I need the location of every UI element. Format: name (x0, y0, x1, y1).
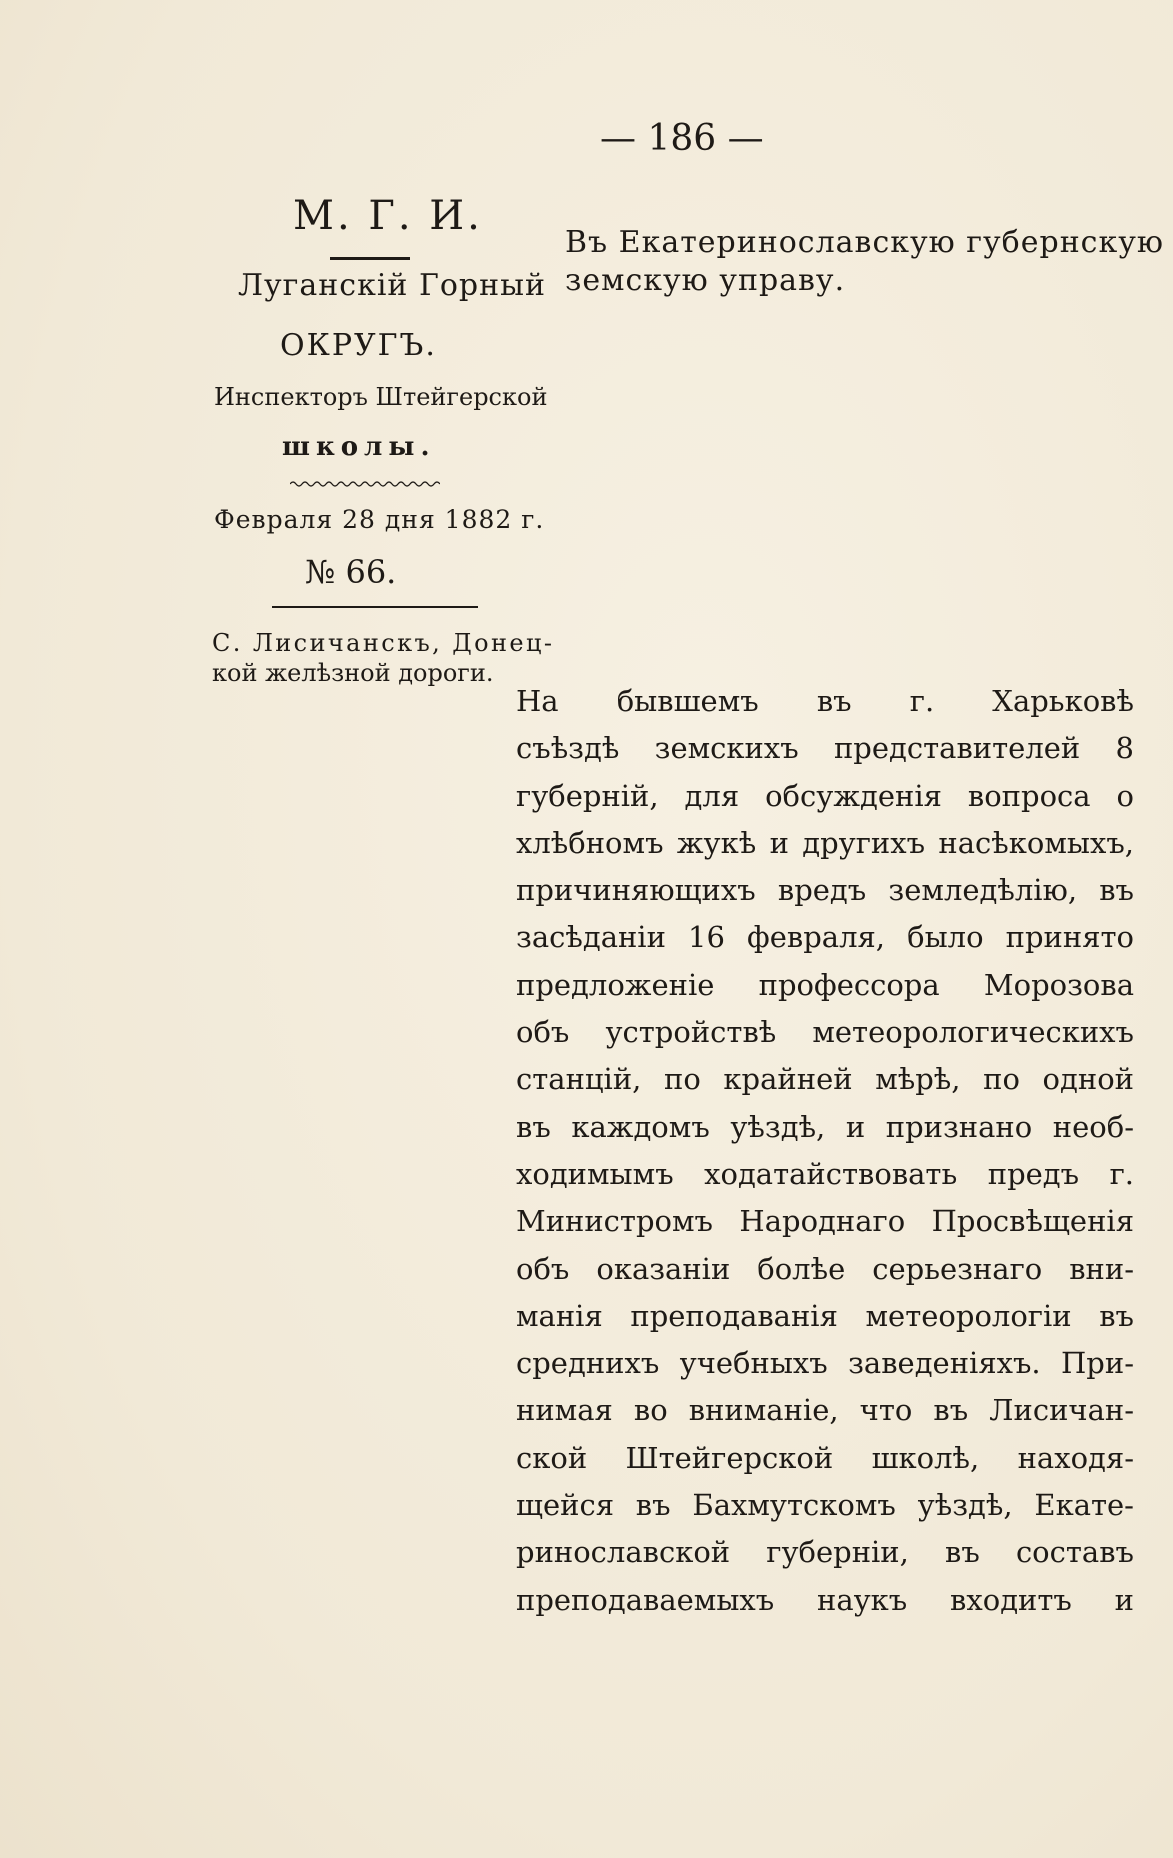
body-line: предложеніе профессора Морозова (516, 967, 1134, 1002)
body-paragraph (516, 678, 1134, 1624)
body-line: среднихъ учебныхъ заведеніяхъ. При- (516, 1346, 1134, 1381)
district-word: ОКРУГЪ. (280, 328, 437, 363)
page-number: — 186 — (600, 118, 764, 159)
body-line: преподаваемыхъ наукъ входитъ и (516, 1582, 1134, 1617)
body-line: нимая во вниманіе, что въ Лисичан- (516, 1393, 1134, 1428)
body-line: станцій, по крайней мѣрѣ, по одной (516, 1062, 1134, 1097)
addressee-line: земскую управу. (565, 263, 846, 298)
body-line: На бывшемъ въ г. Харьковѣ (516, 684, 1134, 718)
body-line: засѣданіи 16 февраля, было принято (516, 920, 1134, 955)
issuer-abbreviation: М. Г. И. (293, 193, 483, 239)
ornamental-wavy-rule (290, 480, 440, 488)
school-word: школы. (282, 432, 436, 462)
place-line: кой желѣзной дороги. (212, 659, 494, 687)
document-date: Февраля 28 дня 1882 г. (214, 505, 545, 534)
body-line: объ оказаніи болѣе серьезнаго вни- (516, 1251, 1134, 1286)
header-rule (330, 257, 410, 260)
body-line: манія преподаванія метеорологіи въ (516, 1298, 1134, 1333)
place-of-issue (212, 628, 554, 688)
inspector-title: Инспекторъ Штейгерской (214, 383, 548, 411)
body-line: ходимымъ ходатайствовать предъ г. (516, 1156, 1134, 1191)
body-line: щейся въ Бахмутскомъ уѣздѣ, Екате- (516, 1488, 1134, 1523)
body-line: съѣздѣ земскихъ представителей 8 (516, 731, 1134, 766)
body-line: въ каждомъ уѣздѣ, и признано необ- (516, 1109, 1134, 1144)
body-line: хлѣбномъ жукѣ и другихъ насѣкомыхъ, (516, 825, 1134, 860)
body-line: Министромъ Народнаго Просвѣщенія (516, 1204, 1134, 1239)
body-line: ской Штейгерской школѣ, находя- (516, 1440, 1134, 1475)
document-number: № 66. (305, 553, 397, 591)
body-line: причиняющихъ вредъ земледѣлію, въ (516, 873, 1134, 908)
body-line: губерній, для обсужденія вопроса о (516, 778, 1134, 813)
district-name: Луганскій Горный (238, 268, 546, 303)
number-rule (272, 606, 478, 608)
addressee-line: Въ Екатеринославскую губернскую (565, 225, 1165, 260)
body-line: ринославской губерніи, въ составъ (516, 1535, 1134, 1570)
addressee (565, 220, 1164, 304)
place-line: С. Лисичанскъ, Донец- (212, 629, 555, 657)
body-line: объ устройствѣ метеорологическихъ (516, 1015, 1134, 1050)
